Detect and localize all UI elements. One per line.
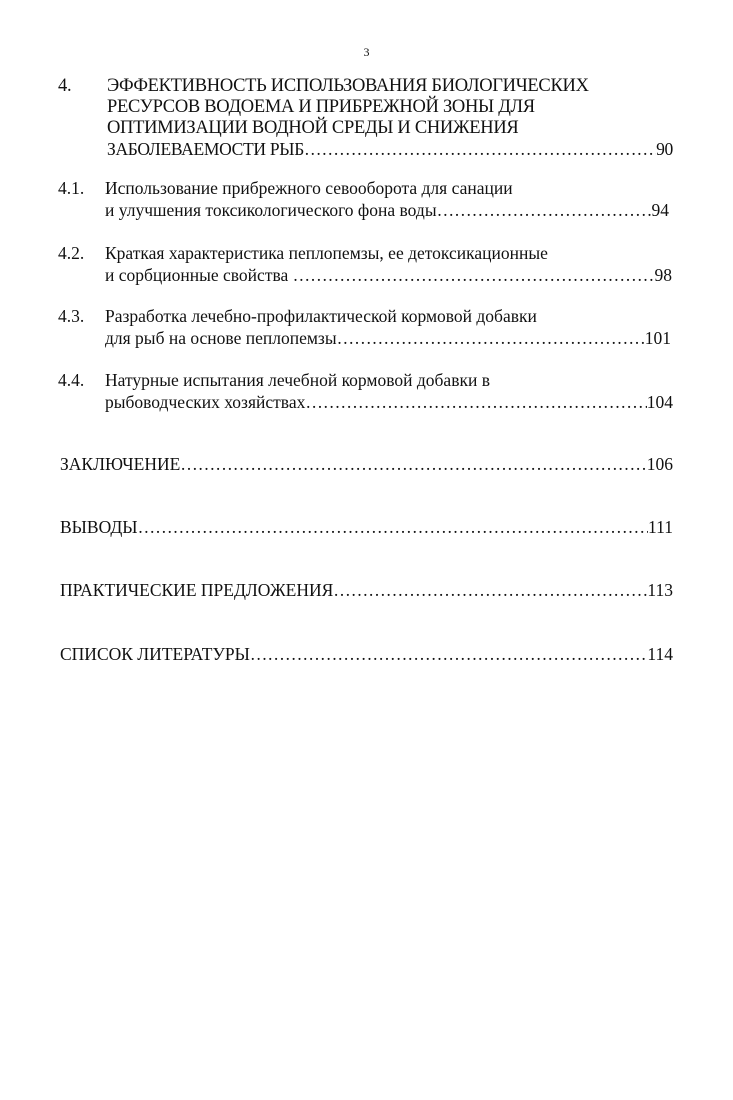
page-ref: 106 [646, 454, 673, 474]
section-title-line: рыбоводческих хозяйствах [105, 392, 306, 412]
leader-dots [293, 265, 655, 286]
leader-dots [333, 580, 647, 601]
toc-item-findings [60, 517, 673, 538]
section-title-last-line [105, 265, 672, 286]
page-number: 3 [363, 45, 370, 59]
section-title-last-line [105, 200, 669, 221]
section-title-line: Краткая характеристика пеплопемзы, ее детоксикационные [105, 243, 548, 263]
page-ref: 113 [647, 580, 673, 600]
page-ref: 114 [647, 644, 673, 664]
leader-dots [180, 454, 646, 475]
item-title: ВЫВОДЫ [60, 517, 138, 537]
chapter-title-last-line [107, 139, 673, 160]
page-ref: 111 [648, 517, 673, 537]
section-title-last-line [105, 328, 671, 349]
chapter-title-line: ОПТИМИЗАЦИИ ВОДНОЙ СРЕДЫ И СНИЖЕНИЯ [107, 118, 519, 138]
item-title: СПИСОК ЛИТЕРАТУРЫ [60, 644, 250, 664]
section-number: 4.4. [58, 370, 85, 390]
leader-dots [337, 328, 645, 349]
page-ref: 104 [646, 392, 673, 412]
page-ref: 90 [656, 139, 673, 159]
chapter-number: 4. [58, 76, 72, 96]
leader-dots [304, 139, 656, 160]
page-ref: 101 [644, 328, 671, 348]
leader-dots [437, 200, 652, 221]
toc-item-conclusion [60, 454, 673, 475]
leader-dots [305, 392, 646, 413]
section-title-line: Использование прибрежного севооборота для санации [105, 178, 513, 198]
leader-dots [138, 517, 648, 538]
item-title: ЗАКЛЮЧЕНИЕ [60, 454, 181, 474]
toc-item-practical-proposals [60, 580, 673, 601]
chapter-title-line: ЗАБОЛЕВАЕМОСТИ РЫБ [107, 139, 304, 159]
section-number: 4.2. [58, 243, 85, 263]
section-title-line: Разработка лечебно-профилактической кормовой добавки [105, 306, 537, 326]
section-title-line: и сорбционные свойства [105, 265, 293, 285]
section-number: 4.1. [58, 178, 85, 198]
section-title-line: и улучшения токсикологического фона воды [105, 200, 437, 220]
section-number: 4.3. [58, 306, 85, 326]
toc-item-references [60, 644, 673, 665]
chapter-title-line: ЭФФЕКТИВНОСТЬ ИСПОЛЬЗОВАНИЯ БИОЛОГИЧЕСКИХ [107, 76, 589, 96]
section-title-last-line [105, 392, 673, 413]
page-ref: 94 [651, 200, 669, 220]
item-title: ПРАКТИЧЕСКИЕ ПРЕДЛОЖЕНИЯ [60, 580, 334, 600]
section-title-line: Натурные испытания лечебной кормовой добавки в [105, 370, 490, 390]
page-ref: 98 [654, 265, 672, 285]
chapter-title-line: РЕСУРСОВ ВОДОЕМА И ПРИБРЕЖНОЙ ЗОНЫ ДЛЯ [107, 97, 535, 117]
section-title-line: для рыб на основе пеплопемзы [105, 328, 337, 348]
leader-dots [250, 644, 648, 665]
